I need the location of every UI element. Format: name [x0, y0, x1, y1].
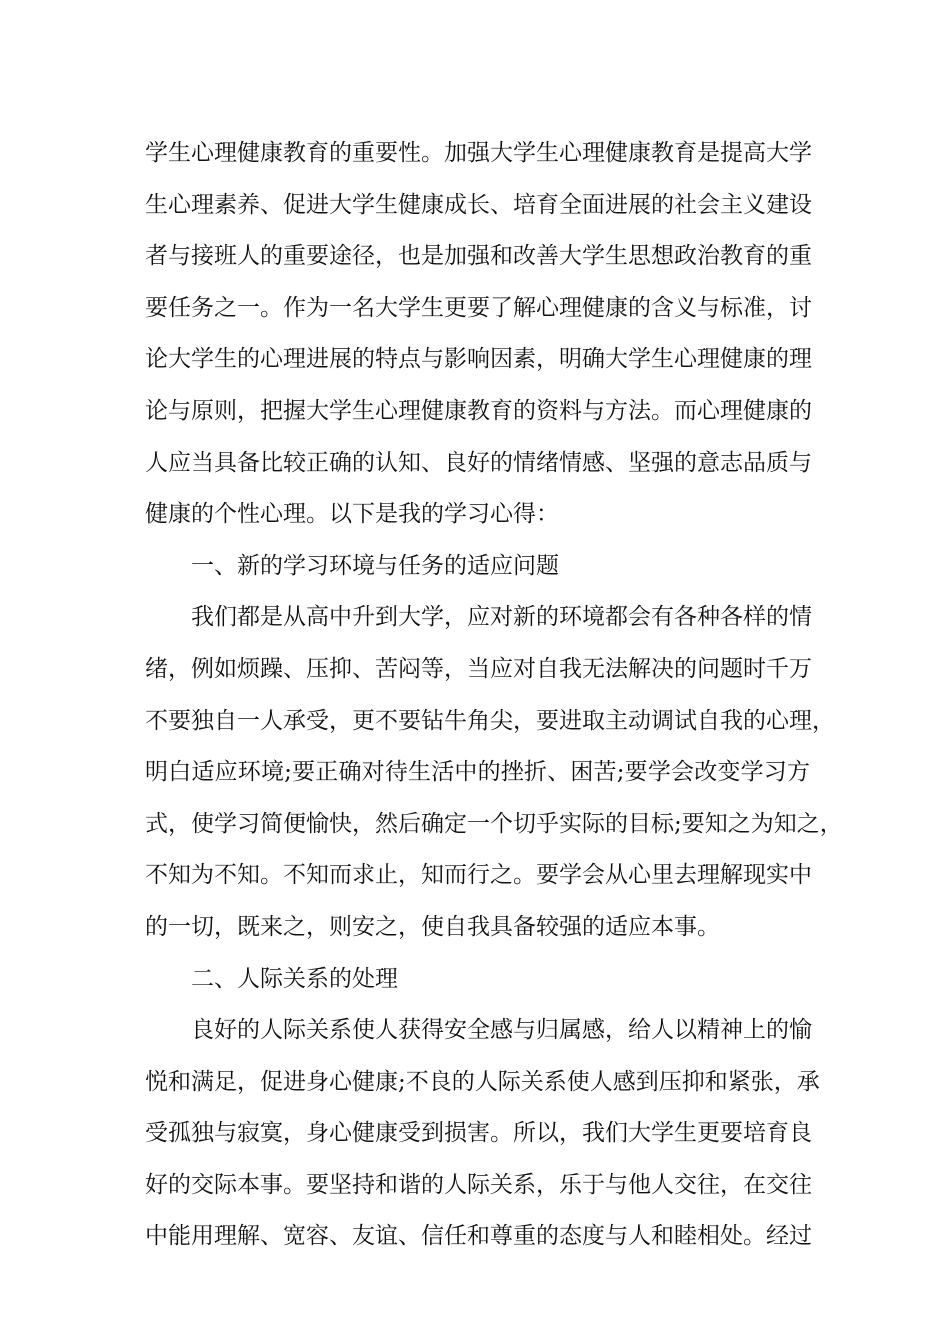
- text-line: 明白适应环境;要正确对待生活中的挫折、困苦;要学会改变学习方: [145, 759, 810, 786]
- text-line: 中能用理解、宽容、友谊、信任和尊重的态度与人和睦相处。经过: [145, 1223, 812, 1250]
- text-line: 我们都是从高中升到大学，应对新的环境都会有各种各样的情: [191, 604, 812, 631]
- text-line: 者与接班人的重要途径，也是加强和改善大学生思想政治教育的重: [145, 243, 812, 270]
- text-line: 健康的个性心理。以下是我的学习心得：: [145, 501, 559, 528]
- text-line: 受孤独与寂寞，身心健康受到损害。所以，我们大学生更要培育良: [145, 1120, 812, 1147]
- text-line: 式，使学习简便愉快，然后确定一个切乎实际的目标;要知之为知之，: [145, 810, 843, 837]
- text-line: 悦和满足，促进身心健康;不良的人际关系使人感到压抑和紧张，承: [145, 1068, 820, 1095]
- text-line: 不要独自一人承受，更不要钻牛角尖，要进取主动调试自我的心理，: [145, 707, 835, 734]
- section-heading: 一、新的学习环境与任务的适应问题: [191, 552, 559, 579]
- body-text: [145, 128, 843, 1263]
- text-line: 的一切，既来之，则安之，使自我具备较强的适应本事。: [145, 913, 720, 940]
- text-line: 学生心理健康教育的重要性。加强大学生心理健康教育是提高大学: [145, 140, 812, 166]
- text-line: 要任务之一。作为一名大学生更要了解心理健康的含义与标准，讨: [145, 294, 812, 321]
- section-heading: 二、人际关系的处理: [191, 965, 398, 992]
- text-line: 不知为不知。不知而求止，知而行之。要学会从心里去理解现实中: [145, 862, 812, 889]
- text-line: 论大学生的心理进展的特点与影响因素，明确大学生心理健康的理: [145, 346, 812, 373]
- text-line: 绪，例如烦躁、压抑、苦闷等，当应对自我无法解决的问题时千万: [145, 655, 812, 682]
- text-line: 好的交际本事。要坚持和谐的人际关系，乐于与他人交往，在交往: [145, 1171, 812, 1198]
- text-line: 人应当具备比较正确的认知、良好的情绪情感、坚强的意志品质与: [145, 449, 812, 476]
- text-line: 论与原则，把握大学生心理健康教育的资料与方法。而心理健康的: [145, 397, 812, 424]
- text-line: 生心理素养、促进大学生健康成长、培育全面进展的社会主义建设: [145, 191, 812, 218]
- text-line: 良好的人际关系使人获得安全感与归属感，给人以精神上的愉: [191, 1017, 812, 1044]
